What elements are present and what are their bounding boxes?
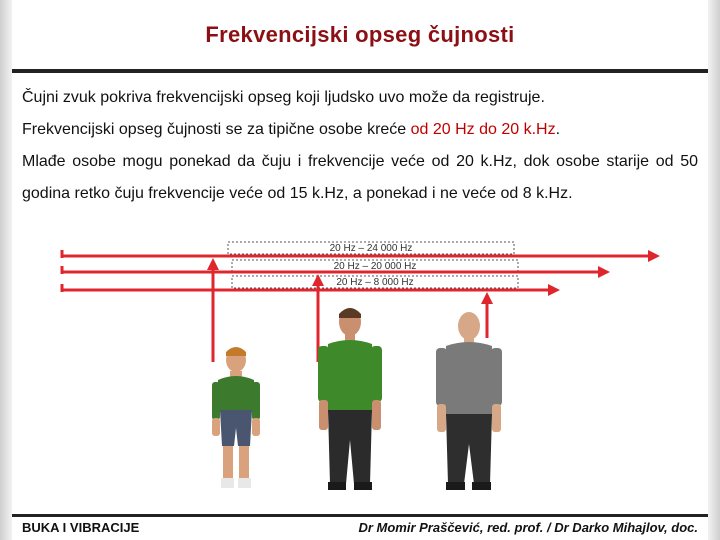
range-label-3: 20 Hz – 8 000 Hz bbox=[336, 277, 414, 288]
paragraph-3: Mlađe osobe mogu ponekad da čuju i frekvencije veće od 20 k.Hz, dok osobe starije od 50 godina retko čuju frekvencije veće od 15 k.Hz, a ponekad i ne veće od 8 k.Hz. bbox=[22, 153, 698, 202]
paragraph-2-suffix: . bbox=[555, 121, 561, 138]
range-arrow-1-head bbox=[648, 250, 660, 262]
footer-authors: Dr Momir Praščević, red. prof. / Dr Darko Mihajlov, doc. bbox=[358, 520, 698, 535]
range-arrow-2-head bbox=[598, 266, 610, 278]
footer-course-title: BUKA I VIBRACIJE bbox=[22, 520, 140, 535]
elder-arrow-head bbox=[481, 292, 493, 304]
range-label-2: 20 Hz – 20 000 Hz bbox=[333, 261, 417, 272]
elder-figure bbox=[436, 312, 502, 490]
paragraph-2-prefix: Frekvencijski opseg čujnosti se za tipične osobe kreće bbox=[22, 121, 411, 138]
frequency-range-highlight: od 20 Hz do 20 k.Hz bbox=[410, 121, 556, 138]
paragraph-1: Čujni zvuk pokriva frekvencijski opseg koji ljudsko uvo može da registruje. bbox=[22, 89, 545, 106]
child-figure bbox=[212, 347, 260, 488]
footer-divider bbox=[12, 514, 708, 517]
range-arrow-3-head bbox=[548, 284, 560, 296]
range-label-1: 20 Hz – 24 000 Hz bbox=[329, 243, 413, 254]
slide-title: Frekvencijski opseg čujnosti bbox=[205, 22, 515, 47]
child-arrow-head bbox=[207, 258, 219, 270]
adult-figure bbox=[318, 308, 382, 490]
